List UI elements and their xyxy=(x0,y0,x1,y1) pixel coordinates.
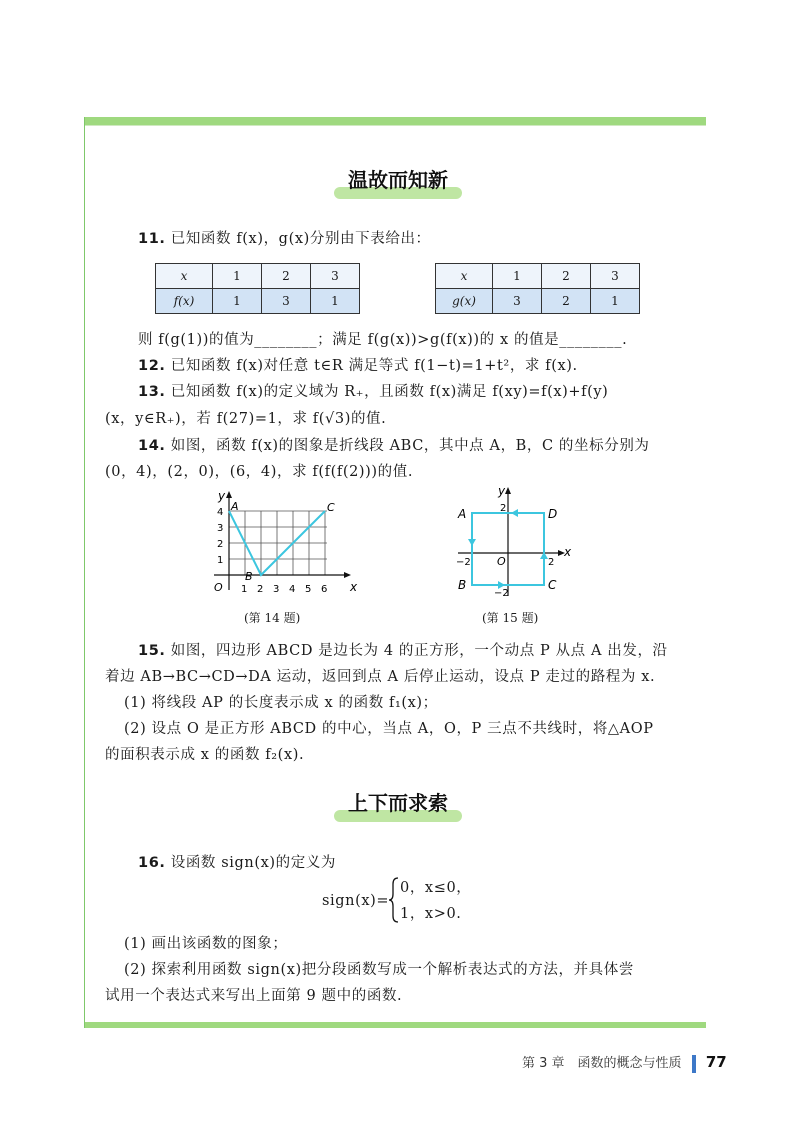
fig15-point-a: A xyxy=(458,507,467,521)
table-g-header-row: x 1 2 3 xyxy=(436,264,640,289)
q15-part1: (1) 将线段 AP 的长度表示成 x 的函数 f₁(x)； xyxy=(124,695,438,711)
fig15-y-tick-neg: −2 xyxy=(494,588,509,599)
fig15-point-d: D xyxy=(548,507,558,521)
table-g xyxy=(435,263,640,314)
q15-part2: (2) 设点 O 是正方形 ABCD 的中心，当点 A，O，P 三点不共线时，将△AOP xyxy=(124,721,654,737)
fig14-y-tick-2: 2 xyxy=(217,539,224,550)
fig14-x-tick-6: 6 xyxy=(321,584,328,595)
fig15-caption: (第 15 题) xyxy=(482,611,539,625)
q16-brace xyxy=(388,876,400,924)
fig14-caption: (第 14 题) xyxy=(244,611,301,625)
q11-line2: 则 f(g(1))的值为________；满足 f(g(x))>g(f(x))的 x 的值是________. xyxy=(138,332,628,348)
fig14-y-tick-3: 3 xyxy=(217,523,224,534)
fig14-x-label: x xyxy=(350,580,358,594)
panel-top-line xyxy=(85,125,706,126)
fig15-point-c: C xyxy=(548,578,557,592)
table-g-value-row: g(x) 3 2 1 xyxy=(436,289,640,314)
fig15-y-label: y xyxy=(498,484,506,498)
page-footer xyxy=(522,1052,727,1073)
panel-top-bar xyxy=(85,117,706,125)
fig14-point-c: C xyxy=(327,501,335,514)
q13-line1: 13. 已知函数 f(x)的定义域为 R₊，且函数 f(x)满足 f(xy)=f(x)+f(y) xyxy=(138,384,609,400)
page-number: 77 xyxy=(705,1053,727,1071)
fig15-x-tick-neg: −2 xyxy=(456,557,471,568)
fig15-y-tick-pos: 2 xyxy=(500,503,507,514)
figure-15 xyxy=(450,484,580,604)
table-f-header-row: x 1 2 3 xyxy=(156,264,360,289)
fig14-y-arrow xyxy=(226,491,232,498)
fig14-x-tick-1: 1 xyxy=(241,584,248,595)
q16-case2: 1，x>0. xyxy=(400,906,462,922)
q15-line1: 15. 如图，四边形 ABCD 是边长为 4 的正方形，一个动点 P 从点 A 出发，沿 xyxy=(138,643,668,659)
q16-line1: 16. 设函数 sign(x)的定义为 xyxy=(138,855,337,871)
q16-part1: (1) 画出该函数的图象； xyxy=(124,936,288,952)
fig14-grid xyxy=(229,511,327,575)
fig14-x-tick-4: 4 xyxy=(289,584,296,595)
section-heading-review: 温故而知新 xyxy=(342,165,454,197)
fig14-x-tick-5: 5 xyxy=(305,584,312,595)
fig15-arrow-da xyxy=(511,509,518,517)
fig14-x-tick-3: 3 xyxy=(273,584,280,595)
footer-separator xyxy=(692,1055,696,1073)
q16-def-lhs: sign(x)= xyxy=(322,893,390,909)
q16-part2: (2) 探索利用函数 sign(x)把分段函数写成一个解析表达式的方法，并具体尝 xyxy=(124,962,634,978)
footer-chapter: 第 3 章 函数的概念与性质 xyxy=(522,1056,682,1071)
fig14-point-a: A xyxy=(231,500,239,513)
q12-line1: 12. 已知函数 f(x)对任意 t∈R 满足等式 f(1−t)=1+t²，求 f(x). xyxy=(138,358,578,374)
q14-line1: 14. 如图，函数 f(x)的图象是折线段 ABC，其中点 A，B，C 的坐标分别为 xyxy=(138,438,650,454)
fig15-y-arrow xyxy=(505,487,511,494)
figure-14 xyxy=(200,488,370,603)
q16-part2b: 试用一个表达式来写出上面第 9 题中的函数. xyxy=(105,988,403,1004)
fig14-y-label: y xyxy=(218,489,226,503)
q15-line2: 着边 AB→BC→CD→DA 运动，返回到点 A 后停止运动，设点 P 走过的路程为 x. xyxy=(105,669,656,685)
fig15-x-label: x xyxy=(564,545,572,559)
fig14-y-tick-1: 1 xyxy=(217,555,224,566)
panel-bottom-bar xyxy=(85,1022,706,1028)
q15-part2b: 的面积表示成 x 的函数 f₂(x). xyxy=(105,747,305,763)
fig14-x-tick-2: 2 xyxy=(257,584,264,595)
fig15-x-tick-pos: 2 xyxy=(548,557,555,568)
fig14-point-b: B xyxy=(245,570,253,583)
q16-case1: 0，x≤0， xyxy=(400,880,472,896)
q14-line2: (0，4)，(2，0)，(6，4)，求 f(f(f(2)))的值. xyxy=(105,464,414,480)
fig14-x-arrow xyxy=(344,572,351,578)
fig14-origin-label: O xyxy=(214,581,223,594)
table-f xyxy=(155,263,360,314)
fig15-origin-label: O xyxy=(497,555,506,568)
q13-line2: (x，y∈R₊)，若 f(27)=1，求 f(√3)的值. xyxy=(105,411,387,427)
q11-line1: 11. 已知函数 f(x)，g(x)分别由下表给出： xyxy=(138,231,431,247)
table-f-value-row: f(x) 1 3 1 xyxy=(156,289,360,314)
fig15-arrow-ab xyxy=(468,539,476,546)
fig15-point-b: B xyxy=(458,578,467,592)
fig14-y-tick-4: 4 xyxy=(217,507,224,518)
section-heading-explore: 上下而求索 xyxy=(342,788,454,820)
